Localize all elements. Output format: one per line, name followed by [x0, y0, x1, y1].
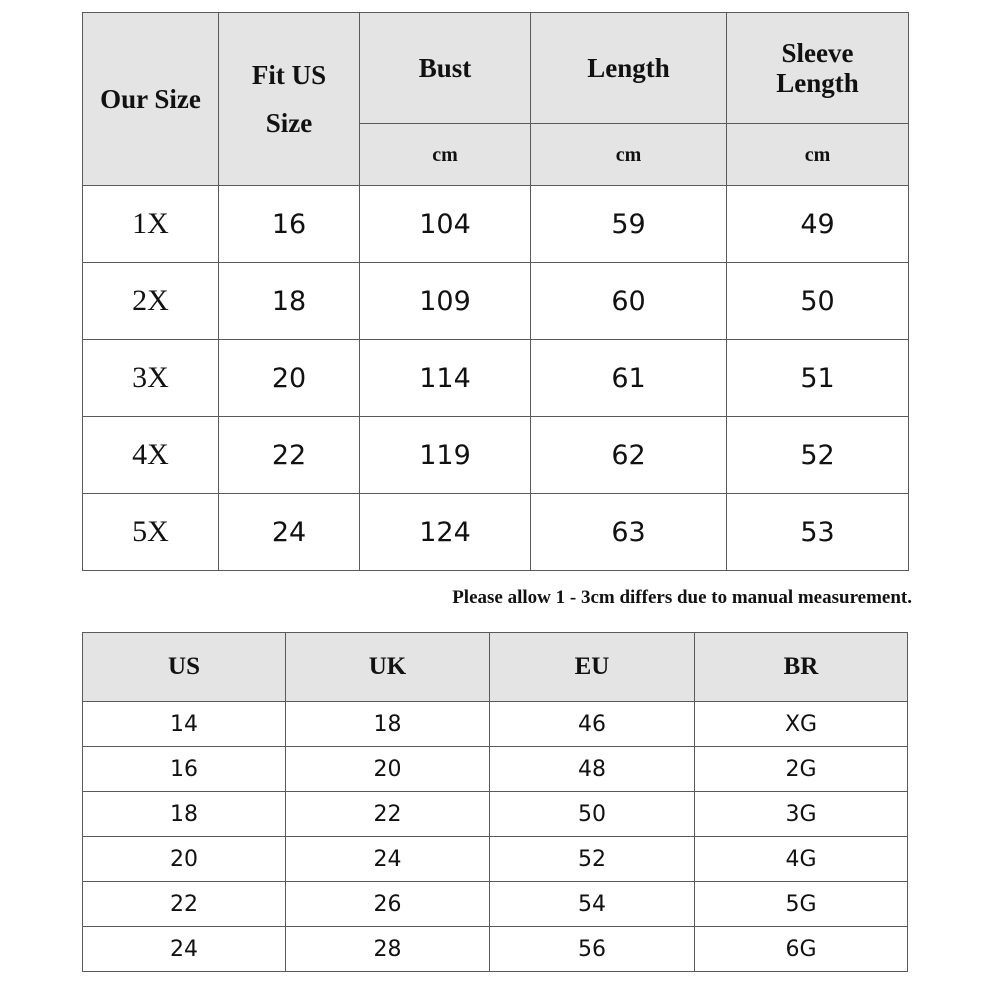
- table-row: [83, 927, 908, 972]
- cell-bust: 109: [360, 263, 531, 340]
- header-fit-us-size: [219, 13, 360, 186]
- cell-uk: 28: [286, 927, 490, 972]
- header-fit-us-line1: Fit US: [251, 60, 327, 90]
- table-row: [83, 702, 908, 747]
- size-conversion-table: [82, 632, 908, 972]
- cell-uk: 26: [286, 882, 490, 927]
- cell-sleeve: 52: [727, 417, 909, 494]
- cell-fit-us: 22: [219, 417, 360, 494]
- cell-sleeve: 53: [727, 494, 909, 571]
- cell-eu: 56: [490, 927, 695, 972]
- size-chart-table: [82, 12, 909, 571]
- cell-us: 14: [83, 702, 286, 747]
- cell-length: 62: [531, 417, 727, 494]
- cell-br: 3G: [695, 792, 908, 837]
- cell-bust: 124: [360, 494, 531, 571]
- cell-length: 63: [531, 494, 727, 571]
- header-sleeve-length: [727, 13, 909, 124]
- cell-bust: 119: [360, 417, 531, 494]
- cell-length: 60: [531, 263, 727, 340]
- cell-fit-us: 16: [219, 186, 360, 263]
- cell-fit-us: 24: [219, 494, 360, 571]
- table-row: [83, 494, 909, 571]
- table-row: [83, 747, 908, 792]
- cell-eu: 50: [490, 792, 695, 837]
- header-sleeve-line1: Sleeve: [781, 38, 854, 68]
- table-row: [83, 837, 908, 882]
- cell-bust: 104: [360, 186, 531, 263]
- cell-fit-us: 18: [219, 263, 360, 340]
- cell-sleeve: 49: [727, 186, 909, 263]
- cell-uk: 20: [286, 747, 490, 792]
- header-br: BR: [695, 633, 908, 702]
- table-row: [83, 417, 909, 494]
- cell-length: 61: [531, 340, 727, 417]
- cell-eu: 48: [490, 747, 695, 792]
- table-row: [83, 340, 909, 417]
- cell-length: 59: [531, 186, 727, 263]
- cell-fit-us: 20: [219, 340, 360, 417]
- cell-us: 24: [83, 927, 286, 972]
- header-our-size: Our Size: [83, 13, 219, 186]
- table-row: [83, 186, 909, 263]
- cell-eu: 52: [490, 837, 695, 882]
- table-row: [83, 882, 908, 927]
- cell-sleeve: 50: [727, 263, 909, 340]
- header-us: US: [83, 633, 286, 702]
- header-sleeve-line2: Length: [776, 68, 859, 98]
- cell-uk: 18: [286, 702, 490, 747]
- header-fit-us-line2: Size: [265, 108, 313, 138]
- cell-uk: 22: [286, 792, 490, 837]
- cell-eu: 46: [490, 702, 695, 747]
- header-eu: EU: [490, 633, 695, 702]
- cell-our-size: 3X: [83, 340, 219, 417]
- table-row: [83, 792, 908, 837]
- unit-sleeve: cm: [727, 124, 909, 186]
- cell-our-size: 1X: [83, 186, 219, 263]
- cell-us: 20: [83, 837, 286, 882]
- cell-br: XG: [695, 702, 908, 747]
- cell-us: 16: [83, 747, 286, 792]
- cell-bust: 114: [360, 340, 531, 417]
- cell-eu: 54: [490, 882, 695, 927]
- measurement-note: Please allow 1 - 3cm differs due to manual measurement.: [452, 587, 912, 608]
- cell-br: 6G: [695, 927, 908, 972]
- header-length: Length: [531, 13, 727, 124]
- table-row: [83, 263, 909, 340]
- cell-our-size: 4X: [83, 417, 219, 494]
- size-header-row: [83, 13, 909, 124]
- cell-br: 5G: [695, 882, 908, 927]
- cell-our-size: 2X: [83, 263, 219, 340]
- unit-bust: cm: [360, 124, 531, 186]
- cell-us: 18: [83, 792, 286, 837]
- cell-uk: 24: [286, 837, 490, 882]
- cell-sleeve: 51: [727, 340, 909, 417]
- cell-our-size: 5X: [83, 494, 219, 571]
- cell-us: 22: [83, 882, 286, 927]
- cell-br: 2G: [695, 747, 908, 792]
- header-uk: UK: [286, 633, 490, 702]
- unit-length: cm: [531, 124, 727, 186]
- cell-br: 4G: [695, 837, 908, 882]
- header-bust: Bust: [360, 13, 531, 124]
- conversion-header-row: [83, 633, 908, 702]
